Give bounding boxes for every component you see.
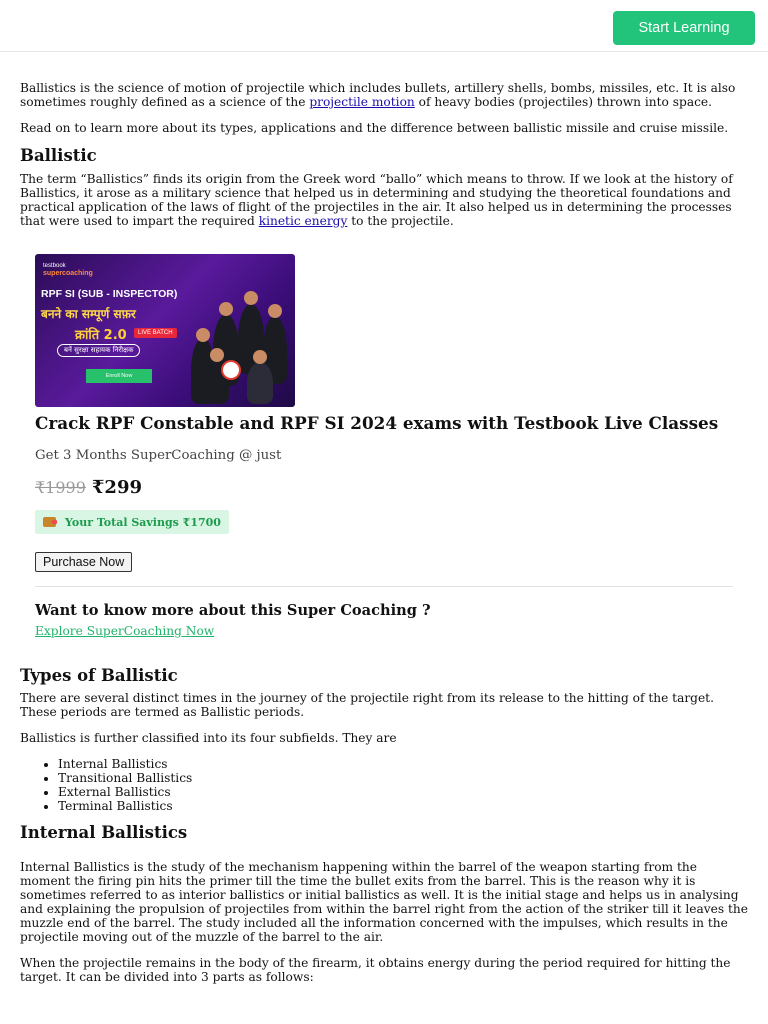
intro-text: Ballistics is the science of motion of projectile which includes bullets, artillery shells, bombs, missiles, etc. It is also sometimes roughly defined as a science of the bbox=[20, 81, 736, 109]
projectile-motion-link[interactable]: projectile motion bbox=[309, 95, 415, 109]
types-intro: Ballistics is further classified into its four subfields. They are bbox=[20, 731, 397, 745]
list-item: • Transitional Ballistics bbox=[58, 771, 748, 785]
internal-paragraph-2: When the projectile remains in the body of the firearm, it obtains energy during the period required for hitting the target. It can be divided into 3 parts as follows: bbox=[20, 956, 731, 984]
kinetic-energy-link[interactable]: kinetic energy bbox=[258, 214, 348, 228]
promo-divider bbox=[35, 586, 733, 587]
banner-live-badge: LIVE BATCH bbox=[134, 328, 177, 338]
article-content bbox=[0, 81, 768, 984]
banner-kranti: क्रांति 2.0 bbox=[75, 328, 127, 343]
banner-hindi-line: बनने का सम्पूर्ण सफ़र bbox=[41, 307, 136, 321]
banner-logo: testbook supercoaching bbox=[43, 263, 93, 277]
types-list bbox=[20, 757, 748, 813]
ballistic-text-after: to the projectile. bbox=[347, 214, 454, 228]
promo-banner-image[interactable] bbox=[35, 254, 295, 407]
list-item: • Internal Ballistics bbox=[58, 757, 748, 771]
intro-text-after: of heavy bodies (projectiles) thrown into space. bbox=[414, 95, 712, 109]
supercoaching-promo bbox=[35, 254, 735, 639]
start-learning-button[interactable]: Start Learning bbox=[613, 11, 755, 45]
banner-enroll-button: Enroll Now bbox=[86, 369, 152, 383]
savings-badge bbox=[35, 510, 229, 534]
promo-subtitle: Get 3 Months SuperCoaching @ just bbox=[35, 448, 282, 463]
internal-paragraph: Internal Ballistics is the study of the mechanism happening within the barrel of the weapon starting from the moment the firing pin hits the primer till the time the bullet exits from the barrel. This is the reason why it is sometimes referred to as interior ballistics or initial ballistics as well. It is the initial stage and helps us in analysing and explaining the propulsion of projectiles from within the barrel right from the action of the striker till it leaves the muzzle end of the barrel. The study included all the information concerned with the impulses, which results in the projectile moving out of the muzzle of the barrel to the air. bbox=[20, 860, 748, 944]
intro-readon: Read on to learn more about its types, applications and the difference between ballistic missile and cruise missile. bbox=[20, 121, 729, 135]
explore-supercoaching-link[interactable]: Explore SuperCoaching Now bbox=[35, 624, 215, 638]
new-price: ₹299 bbox=[91, 477, 143, 498]
rpf-emblem-icon bbox=[221, 360, 241, 380]
intro-paragraph bbox=[20, 81, 748, 109]
price-row bbox=[35, 477, 735, 498]
banner-teachers-photo bbox=[183, 276, 293, 404]
savings-text: Your Total Savings ₹1700 bbox=[65, 515, 221, 529]
types-paragraph: There are several distinct times in the journey of the projectile right from its release to the hitting of the target. These periods are termed as Ballistic periods. bbox=[20, 691, 714, 719]
internal-heading: Internal Ballistics bbox=[20, 823, 188, 842]
wallet-icon bbox=[43, 517, 56, 527]
types-heading: Types of Ballistic bbox=[20, 666, 178, 685]
want-more-heading: Want to know more about this Super Coaching ? bbox=[35, 602, 431, 619]
old-price: ₹1999 bbox=[35, 478, 86, 497]
ballistic-heading: Ballistic bbox=[20, 146, 97, 165]
banner-title: RPF SI (SUB - INSPECTOR) bbox=[41, 288, 178, 300]
promo-title: Crack RPF Constable and RPF SI 2024 exams with Testbook Live Classes bbox=[35, 413, 719, 433]
purchase-now-button[interactable]: Purchase Now bbox=[35, 552, 132, 572]
ballistic-text: The term “Ballistics” finds its origin from the Greek word “ballo” which means to throw. If we look at the history of Ballistics, it arose as a military science that helped us in determining and studying the theoretical foundations and practical application of the laws of flight of the projectiles in the air. It also helped us in determining the processes that were used to impart the required bbox=[20, 172, 733, 228]
top-bar bbox=[0, 0, 768, 52]
banner-subtitle: बनें सुरक्षा सहायक निरीक्षक bbox=[57, 344, 140, 357]
list-item: • Terminal Ballistics bbox=[58, 799, 748, 813]
list-item: • External Ballistics bbox=[58, 785, 748, 799]
ballistic-paragraph bbox=[20, 172, 748, 228]
